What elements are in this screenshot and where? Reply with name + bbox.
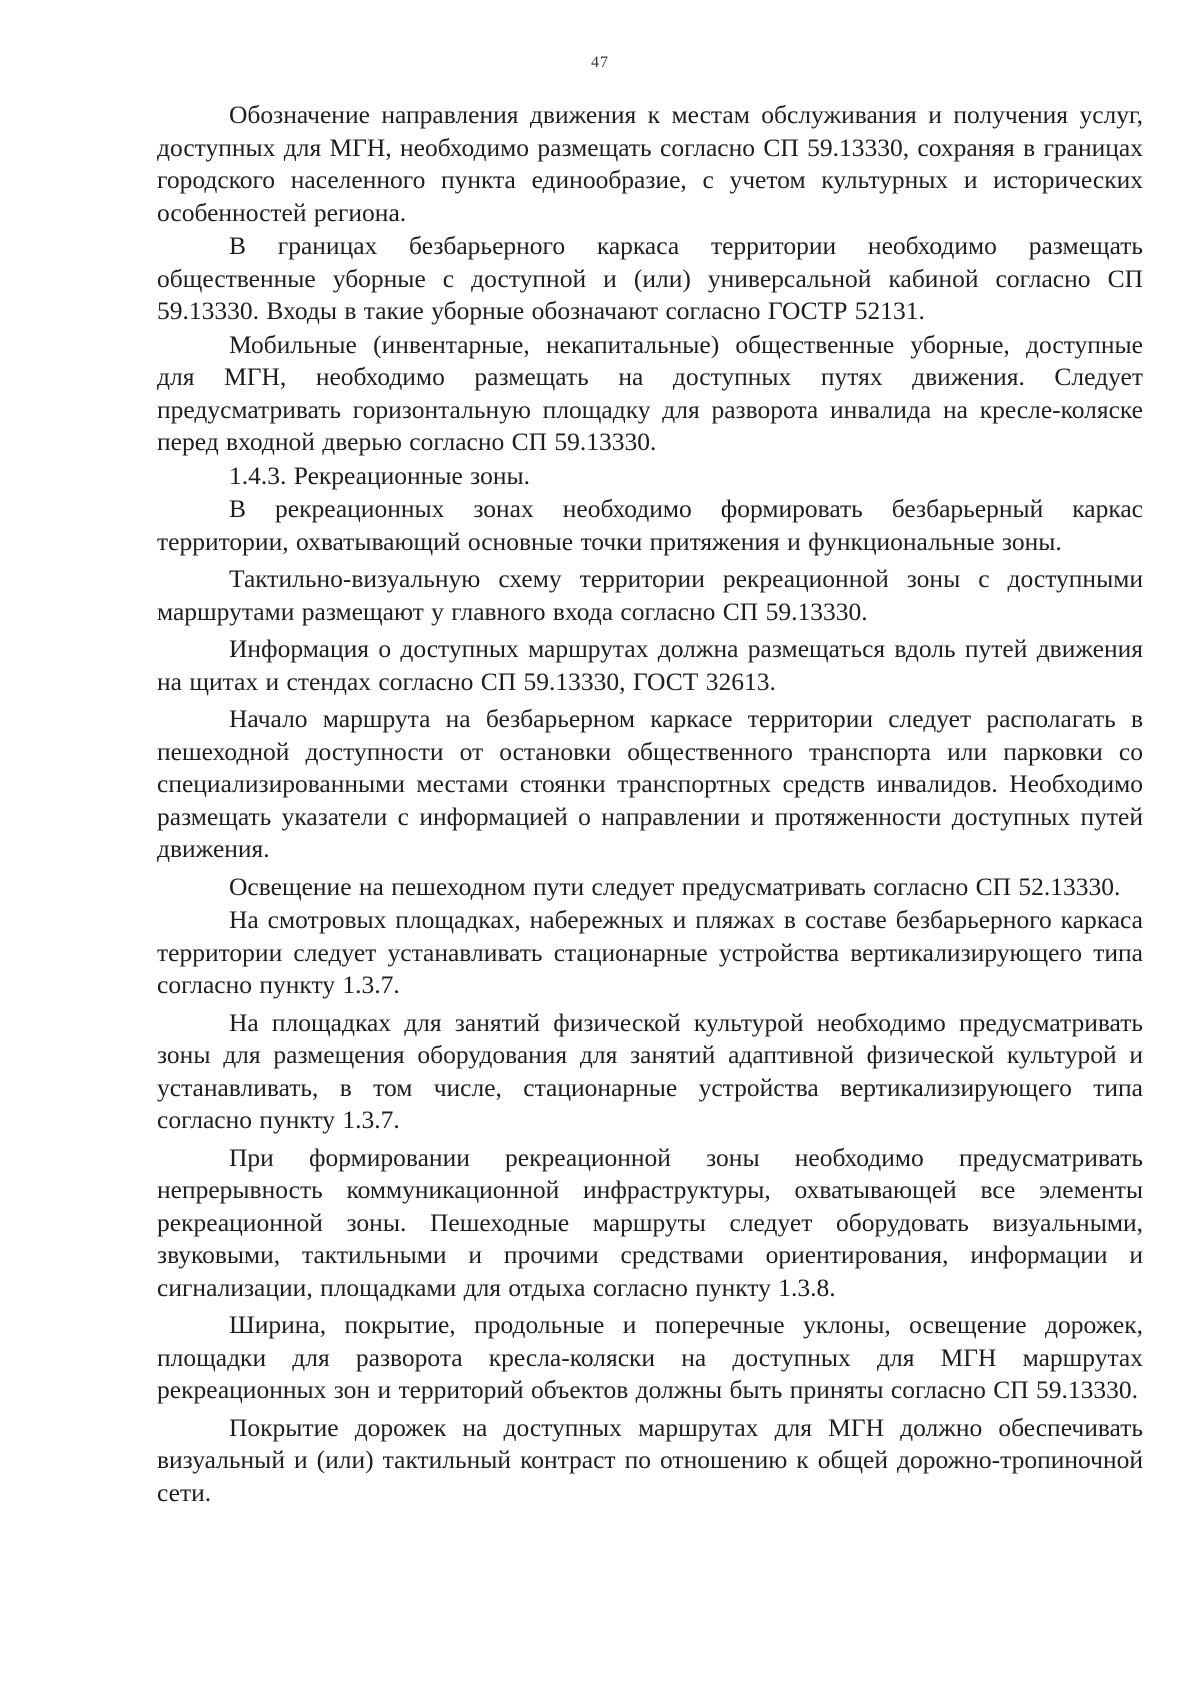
paragraph-direction-signs: Обозначение направления движения к местам обслуживания и получения услуг, доступных для МГН, необходимо размещать согласно СП 59.13330, сохраняя в границах городского населенного пункта единообразие, с учетом культурных и исторических особенностей региона. <box>157 100 1143 227</box>
paragraph-route-information: Информация о доступных маршрутах должна размещаться вдоль путей движения на щитах и стендах согласно СП 59.13330, ГОСТ 32613. <box>157 634 1143 696</box>
document-body <box>157 99 1143 1510</box>
paragraph-communication-infrastructure: При формировании рекреационной зоны необходимо предусматривать непрерывность коммуникационной инфраструктуры, охватывающей все элементы рекреационной зоны. Пешеходные маршруты следует оборудовать визуальными, звуковыми, тактильными и прочими средствами ориентирования, информации и сигнализации, площадками для отдыха согласно пункту 1.3.8. <box>157 1142 1143 1302</box>
paragraph-route-start: Начало маршрута на безбарьерном каркасе территории следует располагать в пешеходной доступности от остановки общественного транспорта или парковки со специализированными местами стоянки транспортных средств инвалидов. Необходимо размещать указатели с информацией о направлении и протяженности доступных путей движения. <box>157 704 1143 863</box>
paragraph-recreation-framework: В рекреационных зонах необходимо формировать безбарьерный каркас территории, охватывающий основные точки притяжения и функциональные зоны. <box>157 494 1143 556</box>
paragraph-tactile-scheme: Тактильно-визуальную схему территории рекреационной зоны с доступными маршрутами размещают у главного входа согласно СП 59.13330. <box>157 564 1143 626</box>
paragraph-lighting: Освещение на пешеходном пути следует предусматривать согласно СП 52.13330. <box>229 871 1121 901</box>
paragraph-public-toilets: В границах безбарьерного каркаса территории необходимо размещать общественные уборные с доступной и (или) универсальной кабиной согласно СП 59.13330. Входы в такие уборные обозначают согласно ГОСТР 52131. <box>157 231 1143 325</box>
paragraph-path-parameters: Ширина, покрытие, продольные и поперечные уклоны, освещение дорожек, площадки для разворота кресла-коляски на доступных для МГН маршрутах рекреационных зон и территорий объектов должны быть приняты согласно СП 59.13330. <box>157 1310 1143 1404</box>
paragraph-sports-grounds: На площадках для занятий физической культурой необходимо предусматривать зоны для размещения оборудования для занятий адаптивной физической культурой и устанавливать, в том числе, стационарные устройства вертикализирующего типа согласно пункту 1.3.7. <box>157 1007 1143 1134</box>
section-heading-recreation-zones: 1.4.3. Рекреационные зоны. <box>229 460 530 490</box>
paragraph-path-surface-contrast: Покрытие дорожек на доступных маршрутах для МГН должно обеспечивать визуальный и (или) тактильный контраст по отношению к общей дорожно-тропиночной сети. <box>157 1412 1143 1507</box>
paragraph-mobile-toilets: Мобильные (инвентарные, некапитальные) общественные уборные, доступные для МГН, необходимо размещать на доступных путях движения. Следует предусматривать горизонтальную площадку для разворота инвалида на кресле-коляске перед входной дверью согласно СП 59.13330. <box>157 329 1143 456</box>
page-number: 47 <box>591 54 609 71</box>
paragraph-viewing-platforms: На смотровых площадках, набережных и пляжах в составе безбарьерного каркаса территории следует устанавливать стационарные устройства вертикализирующего типа согласно пункту 1.3.7. <box>157 905 1143 999</box>
